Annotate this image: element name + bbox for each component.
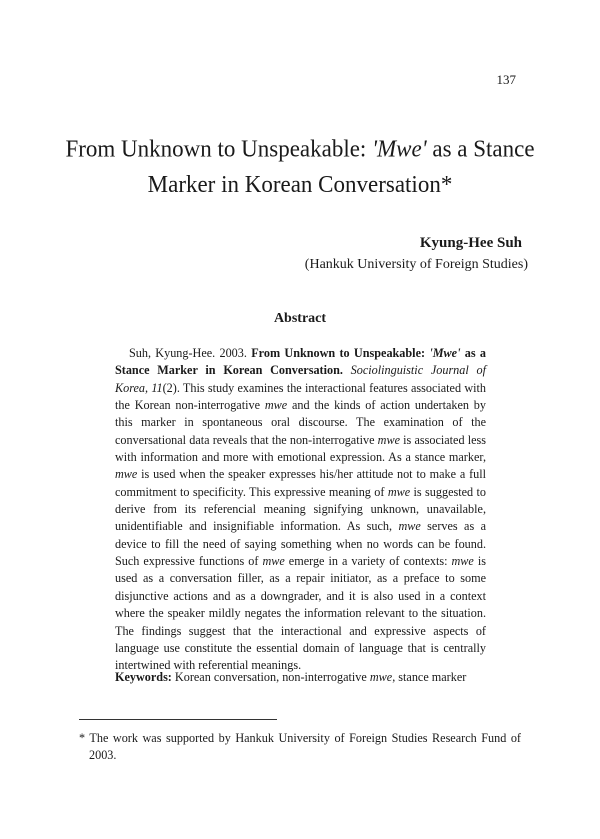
abstract-text-4: is used when the speaker expresses his/her attitude not to make a full commitment to specificity. This expressive meaning of <box>115 467 486 499</box>
title-term: 'Mwe' <box>372 135 427 162</box>
keywords-term: mwe <box>369 670 393 684</box>
page-number: 137 <box>496 72 516 87</box>
footnote-divider <box>79 719 277 720</box>
paper-title <box>60 131 540 202</box>
abstract-text-8: is used as a conversation filler, as a repair initiator, as a preface to some disjunctive actions and as a downgrader, and it is also used in a context where the speaker mildly negates the information relevant to the situation. The findings suggest that the interactional and expressive aspects of language use constitute the essential domain of language that is centrally intertwined with referential meanings. <box>115 554 486 673</box>
term-mwe: mwe <box>387 484 411 499</box>
keywords-label: Keywords: <box>115 670 172 684</box>
term-mwe: mwe <box>262 554 285 569</box>
term-mwe: mwe <box>264 398 288 413</box>
title-text-part1: From Unknown to Unspeakable: <box>65 135 373 162</box>
term-mwe: mwe <box>115 467 138 482</box>
abstract-text-5: is suggested to derive from its referencial meaning signifying unknown, unavailable, unidentifiable and insignifiable information. As such, <box>115 484 486 534</box>
citation-journal: Sociolinguistic Journal of Korea, 11 <box>115 363 486 395</box>
footnote-text: The work was supported by Hankuk University of Foreign Studies Research Fund of 2003. <box>85 731 521 762</box>
citation-title: From Unknown to Unspeakable: 'Mwe' as a Stance Marker in Korean Conversation. <box>115 346 486 378</box>
abstract-text-6: serves as a device to fill the need of saying something when no words can be found. Such expressive functions of <box>115 519 486 569</box>
abstract-body <box>115 345 486 675</box>
author-block <box>304 232 528 276</box>
author-affiliation: (Hankuk University of Foreign Studies) <box>304 257 528 272</box>
keywords-line <box>115 669 486 686</box>
citation-author: Suh, Kyung-Hee. 2003. <box>129 346 247 360</box>
title-footnote-mark: * <box>440 171 453 198</box>
abstract-text-1: This study examines the interactional features associated with the Korean non-interrogative <box>115 380 486 413</box>
citation-issue: (2). <box>162 380 180 395</box>
keywords-before: Korean conversation, non-interrogative <box>171 670 370 684</box>
abstract-heading: Abstract <box>273 311 327 326</box>
abstract-text-7: emerge in a variety of contexts: <box>284 554 452 569</box>
term-mwe: mwe <box>377 432 400 447</box>
title-text-part2: as a Stance <box>426 135 535 162</box>
title-text-line2: Marker in Korean Conversation <box>147 171 441 198</box>
author-name: Kyung-Hee Suh <box>419 235 522 251</box>
term-mwe: mwe <box>451 554 474 569</box>
footnote-mark: * <box>79 731 86 745</box>
footnote <box>79 730 521 764</box>
keywords-after: , stance marker <box>392 670 467 684</box>
term-mwe: mwe <box>398 519 421 534</box>
abstract-text-2: and the kinds of action undertaken by this marker in spontaneous oral discourse. The examination of the conversational data reveals that the non-interrogative <box>115 398 486 447</box>
abstract-text-3: is associated less with information and more with emotional expression. As a stance marker, <box>115 432 486 465</box>
